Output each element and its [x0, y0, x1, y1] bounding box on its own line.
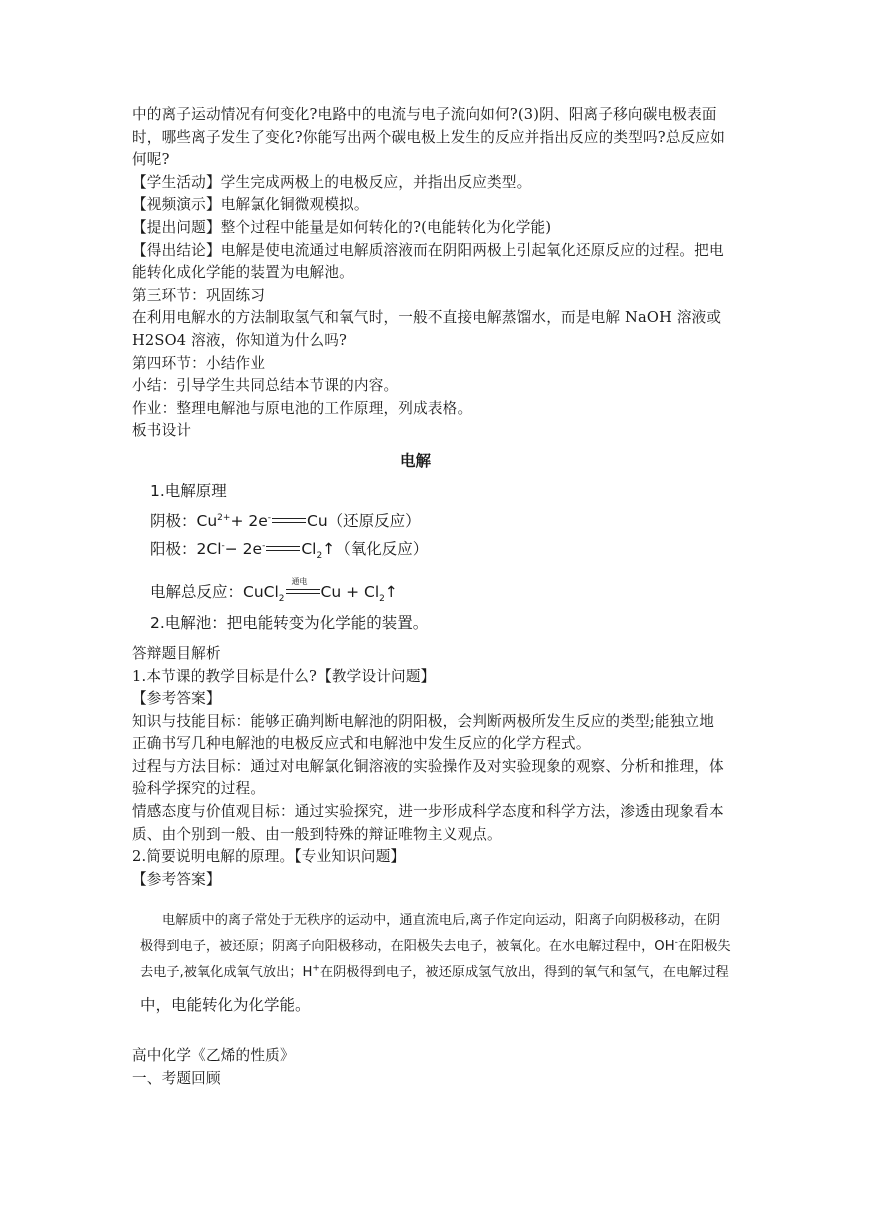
formula-part: ↑（氧化反应）: [322, 539, 429, 558]
formula-sup: -: [674, 938, 678, 949]
formula-part: Cu + Cl: [320, 582, 380, 601]
lesson-title: 高中化学《乙烯的性质》: [132, 1047, 295, 1065]
text-line: 何呢?: [132, 151, 170, 169]
answer-row: [140, 961, 729, 980]
text-line: 过程与方法目标：通过对电解氯化铜溶液的实验操作及对实验现象的观察、分析和推理，体: [132, 757, 724, 775]
text-line: 【视频演示】电解氯化铜微观模拟。: [132, 196, 369, 214]
text-line: 小结：引导学生共同总结本节课的内容。: [132, 377, 399, 395]
text-line: 情感态度与价值观目标：通过实验探究，进一步形成科学态度和科学方法，渗透由现象看本: [132, 803, 724, 821]
text-line: H2SO4 溶液，你知道为什么吗?: [132, 331, 348, 349]
text-line: 在利用电解水的方法制取氢气和氧气时，一般不直接电解蒸馏水，而是电解 NaOH 溶液或: [132, 309, 722, 327]
answer-row-text: 在阳极失: [677, 939, 731, 955]
equals-sign-icon: [272, 516, 306, 526]
text-line: 能转化成化学能的装置为电解池。: [132, 264, 354, 282]
formula-part: − 2e: [224, 539, 263, 558]
formula-part: Cu（还原反应）: [307, 511, 421, 530]
blackboard-design-figure: [132, 447, 738, 643]
section-heading: 一、考题回顾: [132, 1070, 221, 1088]
answer-row: 电解质中的离子常处于无秩序的运动中，通直流电后,离子作定向运动，阳离子向阴极移动，在阴: [162, 913, 721, 929]
text-line: 正确书写几种电解池的电极反应式和电解池中发生反应的化学方程式。: [132, 735, 591, 753]
answer-row-text: 在阴极得到电子，被还原成氢气放出，得到的氧气和氢气，在电解过程: [319, 965, 729, 981]
text-line: 【学生活动】学生完成两极上的电极反应，并指出反应类型。: [132, 173, 532, 191]
text-line: 作业：整理电解池与原电池的工作原理，列成表格。: [132, 399, 473, 417]
text-line: 知识与技能目标：能够正确判断电解池的阴阳极，会判断两极所发生反应的类型;能独立地: [132, 712, 715, 730]
section-heading: 第四环节：小结作业: [132, 354, 266, 372]
formula-part: + 2e: [230, 511, 268, 530]
total-reaction-equation: [150, 577, 398, 604]
answer-row-text: 极得到电子，被还原；阴离子向阳极移动，在阳极失去电子，被氧化。在水电解过程中，OH: [140, 939, 675, 955]
answer-label: 【参考答案】: [132, 690, 221, 708]
answer-row: 中，电能转化为化学能。: [140, 996, 311, 1015]
condition-label: 通电: [291, 577, 308, 587]
equals-sign-icon: [266, 544, 300, 554]
text-line: 时，哪些离子发生了变化?你能写出两个碳电极上发生的反应并指出反应的类型吗?总反应如: [132, 128, 726, 146]
board-heading-principle: 1.电解原理: [150, 481, 227, 500]
equals-sign-icon: [286, 577, 320, 597]
board-title: 电解: [400, 451, 432, 470]
formula-sup: +: [312, 964, 320, 975]
document-page: [132, 104, 738, 1091]
formula-sub: 2: [379, 594, 385, 604]
total-label: 电解总反应：: [150, 582, 244, 601]
formula-part: 2Cl: [196, 539, 222, 558]
anode-label: 阳极：: [150, 539, 197, 558]
answer-label: 【参考答案】: [132, 870, 221, 888]
question-line: 2.简要说明电解的原理。【专业知识问题】: [132, 848, 406, 866]
text-line: 【提出问题】整个过程中能量是如何转化的?(电能转化为化学能): [132, 218, 552, 236]
text-line: 【得出结论】电解是使电流通过电解质溶液而在阴阳两极上引起氧化还原反应的过程。把电: [132, 241, 724, 259]
text-line: 中的离子运动情况有何变化?电路中的电流与电子流向如何?(3)阴、阳离子移向碳电极表面: [132, 106, 717, 123]
answer-row-text: 去电子,被氧化成氧气放出；H: [140, 965, 313, 981]
formula-sup: -: [262, 540, 266, 551]
cathode-label: 阴极：: [150, 511, 197, 530]
formula-part: CuCl: [243, 582, 279, 601]
formula-sup: -: [267, 512, 272, 523]
anode-equation: [150, 537, 428, 561]
formula-sub: 2: [278, 594, 285, 604]
formula-sup: -: [221, 540, 225, 551]
text-line: 质、由个别到一般、由一般到特殊的辩证唯物主义观点。: [132, 825, 502, 843]
section-heading: 板书设计: [132, 422, 192, 440]
board-heading-cell: 2.电解池：把电能转变为化学能的装置。: [150, 613, 429, 632]
formula-sup: 2+: [217, 512, 231, 523]
formula-part: Cu: [196, 511, 218, 530]
cathode-equation: [150, 509, 421, 531]
formula-part: Cl: [301, 539, 317, 558]
section-heading: 第三环节：巩固练习: [132, 286, 266, 304]
answer-row: [140, 935, 731, 954]
formula-part: ↑: [384, 582, 398, 601]
question-line: 1.本节课的教学目标是什么?【教学设计问题】: [132, 667, 436, 685]
answer-image-text: [132, 897, 738, 1035]
section-heading: 答辩题目解析: [132, 644, 221, 662]
formula-sub: 2: [316, 551, 323, 561]
text-line: 验科学探究的过程。: [132, 780, 266, 798]
